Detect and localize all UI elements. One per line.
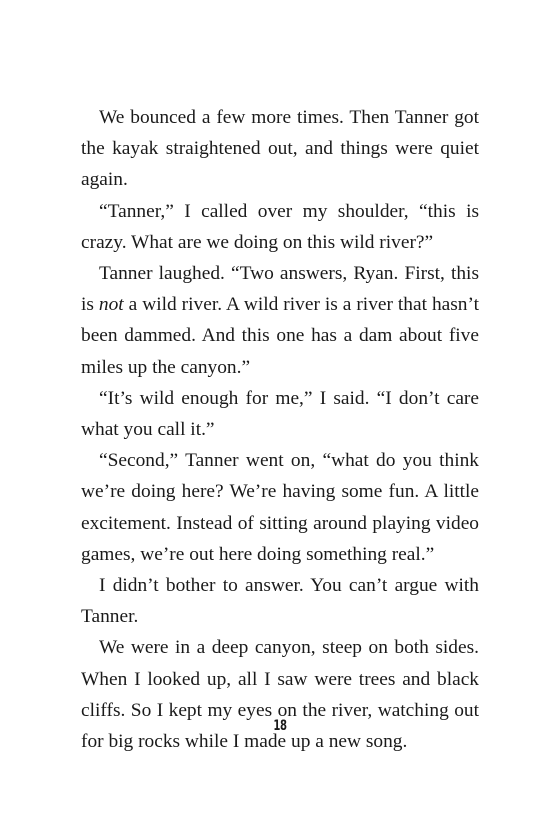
page-body (81, 102, 479, 757)
emphasized-word: not (98, 294, 124, 316)
paragraph-3 (81, 258, 479, 383)
paragraph-4: “It’s wild enough for me,” I said. “I don’t care what you call it.” (81, 387, 479, 441)
paragraph-3-text-before: Tanner laughed. “Two answers, Ryan. First, this is (81, 263, 479, 316)
paragraph-5: “Second,” Tanner went on, “what do you think we’re doing here? We’re having some fun. A little excitement. Instead of sitting around playing video games, we’re out here doing something real.” (81, 450, 479, 565)
paragraph-3-text-after: a wild river. A wild river is a river that hasn’t been dammed. And this one has a dam about five miles up the canyon.” (81, 294, 480, 378)
paragraph-7: We were in a deep canyon, steep on both sides. When I looked up, all I saw were trees and black cliffs. So I kept my eyes on the river, watching out for big rocks while I made up a new song. (81, 637, 479, 753)
paragraph-6: I didn’t bother to answer. You can’t argue with Tanner. (81, 575, 479, 628)
paragraph-2: “Tanner,” I called over my shoulder, “this is crazy. What are we doing on this wild river?” (81, 200, 479, 253)
page-number: 18 (273, 718, 287, 734)
paragraph-1: We bounced a few more times. Then Tanner got the kayak straightened out, and things were quiet again. (81, 107, 479, 191)
